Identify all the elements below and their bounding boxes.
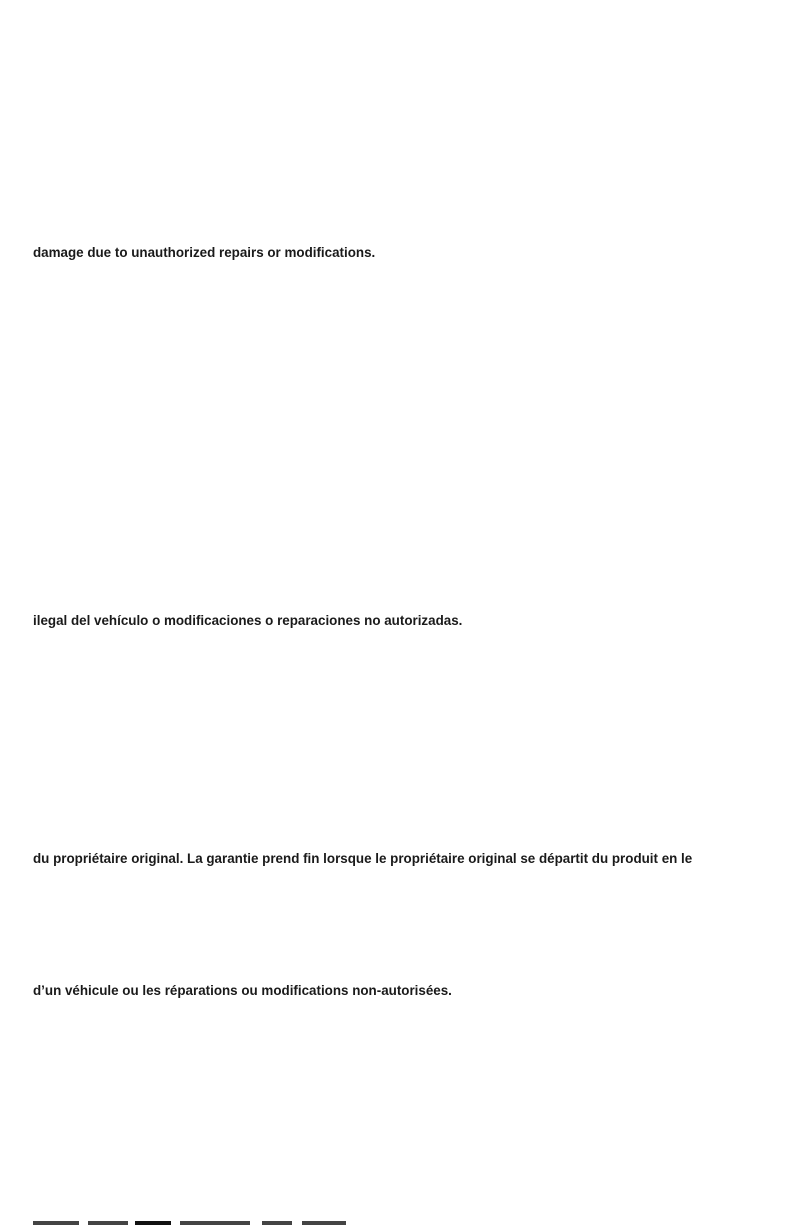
footer-fragment — [88, 1221, 128, 1225]
footer-fragment — [262, 1221, 292, 1225]
footer-fragment — [180, 1221, 250, 1225]
french-warranty-text-line-1: du propriétaire original. La garantie prend fin lorsque le propriétaire original se départit du produit en le — [33, 851, 693, 866]
footer-fragment — [33, 1221, 79, 1225]
french-warranty-text-line-2: d’un véhicule ou les réparations ou modifications non-autorisées. — [33, 983, 452, 998]
spanish-warranty-text-line: ilegal del vehículo o modificaciones o reparaciones no autorizadas. — [33, 613, 463, 628]
footer-fragment — [135, 1221, 171, 1225]
footer-fragment — [302, 1221, 346, 1225]
english-warranty-text-line: damage due to unauthorized repairs or modifications. — [33, 245, 376, 260]
cropped-footer-strip — [0, 1219, 793, 1225]
